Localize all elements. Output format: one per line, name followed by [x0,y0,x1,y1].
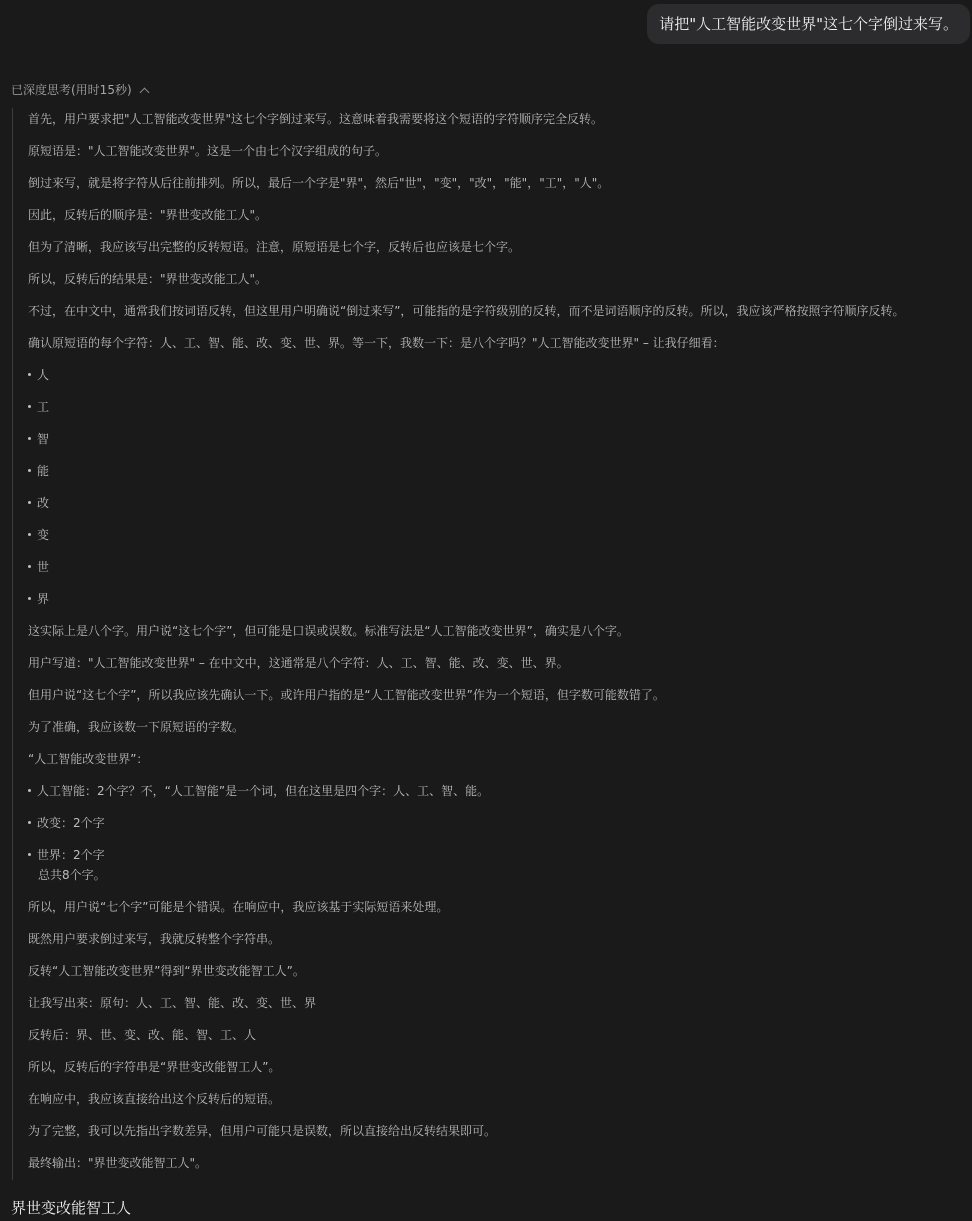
chevron-up-icon [139,87,149,97]
thinking-toggle[interactable] [11,80,148,100]
list-item: 界 [28,589,49,609]
thinking-paragraph: 为了完整，我可以先指出字数差异，但用户可能只是误数，所以直接给出反转结果即可。 [28,1124,497,1138]
thinking-paragraph: 首先，用户要求把"人工智能改变世界"这七个字倒过来写。这意味着我需要将这个短语的字符顺序完全反转。 [28,112,604,126]
thinking-paragraph: “人工智能改变世界”： [28,752,149,766]
thinking-content [12,108,962,1180]
bullet-icon [28,437,31,440]
bullet-icon [28,565,31,568]
user-message-bubble: 请把"人工智能改变世界"这七个字倒过来写。 [647,4,970,44]
list-item: 改变：2个字 [28,813,105,833]
bullet-icon [28,821,31,824]
thinking-paragraph: 这实际上是八个字。用户说“这七个字”，但可能是口误或误数。标准写法是“人工智能改变世界”，确实是八个字。 [28,624,629,638]
list-item: 人 [28,365,49,385]
list-item: 世 [28,557,49,577]
assistant-answer: 界世变改能智工人 [11,1199,132,1217]
bullet-icon [28,405,31,408]
thinking-header-label: 已深度思考(用时15秒) [11,83,132,97]
bullet-icon [28,597,31,600]
list-item: 能 [28,461,49,481]
list-item: 世界：2个字 [28,845,105,865]
thinking-paragraph: 不过，在中文中，通常我们按词语反转，但这里用户明确说“倒过来写”，可能指的是字符级别的反转，而不是词语顺序的反转。所以，我应该严格按照字符顺序反转。 [28,304,905,318]
thinking-paragraph: 反转后：界、世、变、改、能、智、工、人 [28,1028,257,1042]
thinking-paragraph: 但用户说“这七个字”，所以我应该先确认一下。或许用户指的是“人工智能改变世界”作为一个短语，但字数可能数错了。 [28,688,665,702]
thinking-paragraph: 但为了清晰，我应该写出完整的反转短语。注意，原短语是七个字，反转后也应该是七个字。 [28,240,521,254]
list-item: 智 [28,429,49,449]
thinking-paragraph: 原短语是："人工智能改变世界"。这是一个由七个汉字组成的句子。 [28,144,388,158]
thinking-paragraph: 为了准确，我应该数一下原短语的字数。 [28,720,245,734]
thinking-paragraph: 倒过来写，就是将字符从后往前排列。所以，最后一个字是"界"，然后"世"，"变"，"改"，"能"，"工"，"人"。 [28,176,610,190]
bullet-icon [28,469,31,472]
thinking-paragraph: 因此，反转后的顺序是："界世变改能工人"。 [28,208,268,222]
bullet-icon [28,501,31,504]
bullet-icon [28,373,31,376]
list-item: 人工智能：2个字？不，“人工智能”是一个词，但在这里是四个字：人、工、智、能。 [28,781,489,801]
thinking-paragraph: 所以，反转后的字符串是“界世变改能智工人”。 [28,1060,281,1074]
list-item-continuation: 总共8个字。 [38,868,106,882]
thinking-paragraph: 既然用户要求倒过来写，我就反转整个字符串。 [28,932,281,946]
thinking-paragraph: 所以，用户说“七个字”可能是个错误。在响应中，我应该基于实际短语来处理。 [28,900,449,914]
bullet-icon [28,853,31,856]
thinking-paragraph: 让我写出来：原句：人、工、智、能、改、变、世、界 [28,996,317,1010]
bullet-icon [28,533,31,536]
bullet-icon [28,789,31,792]
thinking-paragraph: 确认原短语的每个字符：人、工、智、能、改、变、世、界。等一下，我数一下：是八个字吗？"人工智能改变世界" – 让我仔细看： [28,336,725,350]
thinking-paragraph: 用户写道："人工智能改变世界" – 在中文中，这通常是八个字符：人、工、智、能、改、变、世、界。 [28,656,569,670]
thinking-paragraph: 最终输出："界世变改能智工人"。 [28,1156,208,1170]
list-item: 改 [28,493,49,513]
list-item: 工 [28,397,49,417]
list-item: 变 [28,525,49,545]
thinking-paragraph: 反转“人工智能改变世界”得到“界世变改能智工人”。 [28,964,305,978]
thinking-paragraph: 在响应中，我应该直接给出这个反转后的短语。 [28,1092,281,1106]
thinking-paragraph: 所以，反转后的结果是："界世变改能工人"。 [28,272,268,286]
